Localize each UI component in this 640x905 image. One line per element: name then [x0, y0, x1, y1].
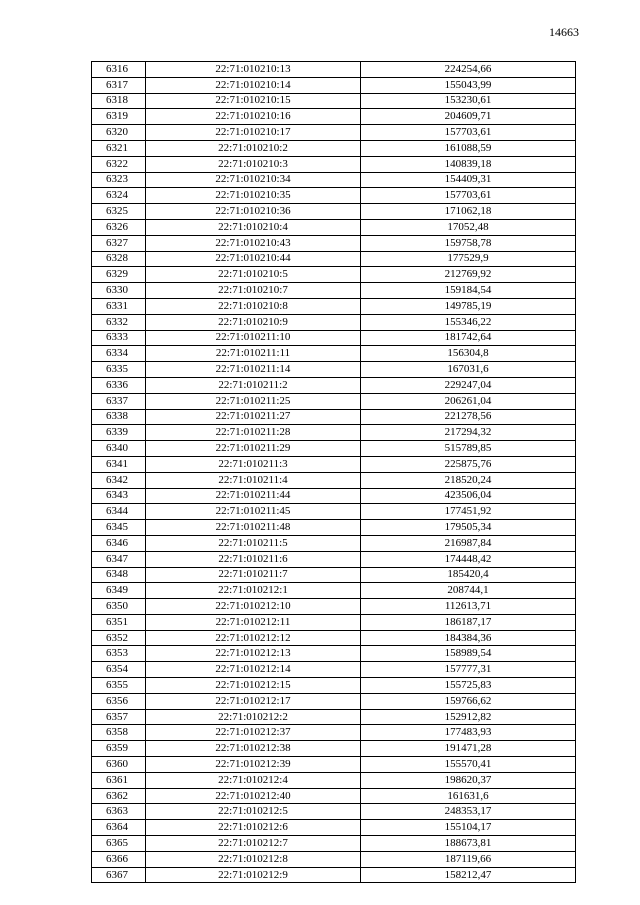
table-row: [92, 283, 576, 299]
cadastral-value-cell: 177483,93: [361, 725, 576, 741]
table-row: [92, 393, 576, 409]
row-number-cell: 6321: [92, 140, 146, 156]
table-row: [92, 693, 576, 709]
row-number-cell: 6365: [92, 836, 146, 852]
cadastral-number-cell: 22:71:010212:7: [146, 836, 361, 852]
row-number-cell: 6342: [92, 472, 146, 488]
table-row: [92, 93, 576, 109]
cadastral-number-cell: 22:71:010212:17: [146, 693, 361, 709]
row-number-cell: 6344: [92, 504, 146, 520]
table-row: [92, 788, 576, 804]
cadastral-number-cell: 22:71:010211:25: [146, 393, 361, 409]
row-number-cell: 6336: [92, 377, 146, 393]
table-row: [92, 346, 576, 362]
row-number-cell: 6357: [92, 709, 146, 725]
cadastral-number-cell: 22:71:010210:5: [146, 267, 361, 283]
cadastral-number-cell: 22:71:010212:40: [146, 788, 361, 804]
table-row: [92, 820, 576, 836]
table-row: [92, 725, 576, 741]
table-row: [92, 535, 576, 551]
row-number-cell: 6356: [92, 693, 146, 709]
cadastral-value-cell: 229247,04: [361, 377, 576, 393]
table-row: [92, 188, 576, 204]
cadastral-value-cell: 153230,61: [361, 93, 576, 109]
cadastral-number-cell: 22:71:010211:45: [146, 504, 361, 520]
cadastral-value-cell: 515789,85: [361, 441, 576, 457]
cadastral-value-cell: 17052,48: [361, 219, 576, 235]
table-row: [92, 757, 576, 773]
row-number-cell: 6343: [92, 488, 146, 504]
row-number-cell: 6355: [92, 678, 146, 694]
table-row: [92, 836, 576, 852]
cadastral-value-cell: 177451,92: [361, 504, 576, 520]
cadastral-value-cell: 154409,31: [361, 172, 576, 188]
cadastral-number-cell: 22:71:010211:6: [146, 551, 361, 567]
cadastral-number-cell: 22:71:010210:3: [146, 156, 361, 172]
cadastral-value-cell: 159184,54: [361, 283, 576, 299]
cadastral-value-cell: 174448,42: [361, 551, 576, 567]
row-number-cell: 6332: [92, 314, 146, 330]
table-row: [92, 630, 576, 646]
cadastral-number-cell: 22:71:010212:6: [146, 820, 361, 836]
row-number-cell: 6354: [92, 662, 146, 678]
table-row: [92, 235, 576, 251]
row-number-cell: 6320: [92, 125, 146, 141]
cadastral-number-cell: 22:71:010212:2: [146, 709, 361, 725]
cadastral-number-cell: 22:71:010210:9: [146, 314, 361, 330]
cadastral-number-cell: 22:71:010210:14: [146, 77, 361, 93]
table-row: [92, 678, 576, 694]
table-row: [92, 219, 576, 235]
cadastral-number-cell: 22:71:010210:43: [146, 235, 361, 251]
table-row: [92, 567, 576, 583]
row-number-cell: 6331: [92, 298, 146, 314]
row-number-cell: 6366: [92, 851, 146, 867]
row-number-cell: 6323: [92, 172, 146, 188]
cadastral-value-cell: 159758,78: [361, 235, 576, 251]
cadastral-value-cell: 204609,71: [361, 109, 576, 125]
cadastral-value-cell: 152912,82: [361, 709, 576, 725]
table-row: [92, 172, 576, 188]
cadastral-number-cell: 22:71:010212:38: [146, 741, 361, 757]
cadastral-number-cell: 22:71:010210:2: [146, 140, 361, 156]
row-number-cell: 6333: [92, 330, 146, 346]
row-number-cell: 6351: [92, 614, 146, 630]
row-number-cell: 6338: [92, 409, 146, 425]
cadastral-value-cell: 161088,59: [361, 140, 576, 156]
cadastral-value-cell: 208744,1: [361, 583, 576, 599]
table-row: [92, 472, 576, 488]
cadastral-value-cell: 155104,17: [361, 820, 576, 836]
cadastral-number-cell: 22:71:010211:14: [146, 362, 361, 378]
cadastral-number-cell: 22:71:010211:10: [146, 330, 361, 346]
table-row: [92, 125, 576, 141]
cadastral-number-cell: 22:71:010210:4: [146, 219, 361, 235]
cadastral-number-cell: 22:71:010210:16: [146, 109, 361, 125]
table-row: [92, 251, 576, 267]
cadastral-number-cell: 22:71:010211:48: [146, 520, 361, 536]
row-number-cell: 6317: [92, 77, 146, 93]
cadastral-number-cell: 22:71:010212:37: [146, 725, 361, 741]
row-number-cell: 6358: [92, 725, 146, 741]
table-row: [92, 425, 576, 441]
table-row: [92, 441, 576, 457]
cadastral-number-cell: 22:71:010212:4: [146, 772, 361, 788]
cadastral-number-cell: 22:71:010211:44: [146, 488, 361, 504]
cadastral-number-cell: 22:71:010210:17: [146, 125, 361, 141]
cadastral-value-cell: 140839,18: [361, 156, 576, 172]
row-number-cell: 6359: [92, 741, 146, 757]
row-number-cell: 6348: [92, 567, 146, 583]
cadastral-value-cell: 186187,17: [361, 614, 576, 630]
cadastral-number-cell: 22:71:010212:1: [146, 583, 361, 599]
row-number-cell: 6345: [92, 520, 146, 536]
table-row: [92, 314, 576, 330]
table-row: [92, 804, 576, 820]
row-number-cell: 6316: [92, 62, 146, 78]
cadastral-value-cell: 157703,61: [361, 188, 576, 204]
row-number-cell: 6327: [92, 235, 146, 251]
cadastral-value-cell: 112613,71: [361, 599, 576, 615]
cadastral-value-cell: 188673,81: [361, 836, 576, 852]
cadastral-number-cell: 22:71:010210:36: [146, 204, 361, 220]
cadastral-value-cell: 187119,66: [361, 851, 576, 867]
row-number-cell: 6334: [92, 346, 146, 362]
cadastral-number-cell: 22:71:010211:28: [146, 425, 361, 441]
cadastral-value-cell: 155725,83: [361, 678, 576, 694]
table-row: [92, 109, 576, 125]
table-row: [92, 298, 576, 314]
row-number-cell: 6328: [92, 251, 146, 267]
cadastral-number-cell: 22:71:010212:5: [146, 804, 361, 820]
cadastral-value-cell: 158212,47: [361, 867, 576, 883]
row-number-cell: 6352: [92, 630, 146, 646]
cadastral-number-cell: 22:71:010210:35: [146, 188, 361, 204]
cadastral-value-cell: 198620,37: [361, 772, 576, 788]
cadastral-number-cell: 22:71:010210:13: [146, 62, 361, 78]
cadastral-number-cell: 22:71:010210:8: [146, 298, 361, 314]
table-row: [92, 504, 576, 520]
table-row: [92, 867, 576, 883]
cadastral-value-cell: 181742,64: [361, 330, 576, 346]
row-number-cell: 6326: [92, 219, 146, 235]
cadastral-value-cell: 423506,04: [361, 488, 576, 504]
row-number-cell: 6337: [92, 393, 146, 409]
cadastral-value-cell: 171062,18: [361, 204, 576, 220]
cadastral-value-cell: 158989,54: [361, 646, 576, 662]
cadastral-value-cell: 177529,9: [361, 251, 576, 267]
cadastral-number-cell: 22:71:010212:39: [146, 757, 361, 773]
cadastral-number-cell: 22:71:010212:13: [146, 646, 361, 662]
cadastral-value-cell: 161631,6: [361, 788, 576, 804]
cadastral-value-cell: 167031,6: [361, 362, 576, 378]
cadastral-number-cell: 22:71:010212:9: [146, 867, 361, 883]
cadastral-number-cell: 22:71:010211:4: [146, 472, 361, 488]
table-row: [92, 772, 576, 788]
cadastral-number-cell: 22:71:010210:7: [146, 283, 361, 299]
cadastral-number-cell: 22:71:010211:3: [146, 456, 361, 472]
cadastral-number-cell: 22:71:010211:27: [146, 409, 361, 425]
cadastral-value-cell: 149785,19: [361, 298, 576, 314]
table-row: [92, 267, 576, 283]
cadastral-value-cell: 218520,24: [361, 472, 576, 488]
row-number-cell: 6346: [92, 535, 146, 551]
row-number-cell: 6367: [92, 867, 146, 883]
table-row: [92, 551, 576, 567]
table-row: [92, 488, 576, 504]
cadastral-value-cell: 191471,28: [361, 741, 576, 757]
cadastral-value-cell: 206261,04: [361, 393, 576, 409]
row-number-cell: 6324: [92, 188, 146, 204]
cadastral-number-cell: 22:71:010212:8: [146, 851, 361, 867]
cadastral-number-cell: 22:71:010210:34: [146, 172, 361, 188]
table-row: [92, 204, 576, 220]
cadastral-number-cell: 22:71:010211:29: [146, 441, 361, 457]
table-row: [92, 709, 576, 725]
cadastral-number-cell: 22:71:010210:44: [146, 251, 361, 267]
row-number-cell: 6364: [92, 820, 146, 836]
row-number-cell: 6319: [92, 109, 146, 125]
cadastral-value-cell: 216987,84: [361, 535, 576, 551]
row-number-cell: 6349: [92, 583, 146, 599]
table-body: [92, 62, 576, 883]
row-number-cell: 6330: [92, 283, 146, 299]
cadastral-number-cell: 22:71:010210:15: [146, 93, 361, 109]
table-row: [92, 377, 576, 393]
table-row: [92, 646, 576, 662]
cadastral-number-cell: 22:71:010212:14: [146, 662, 361, 678]
cadastral-number-cell: 22:71:010211:11: [146, 346, 361, 362]
table-row: [92, 77, 576, 93]
cadastral-value-cell: 155043,99: [361, 77, 576, 93]
cadastral-value-cell: 224254,66: [361, 62, 576, 78]
cadastral-value-cell: 248353,17: [361, 804, 576, 820]
page-number: 14663: [549, 25, 579, 39]
table-row: [92, 583, 576, 599]
row-number-cell: 6363: [92, 804, 146, 820]
cadastral-value-cell: 157777,31: [361, 662, 576, 678]
cadastral-value-cell: 184384,36: [361, 630, 576, 646]
cadastral-value-cell: 156304,8: [361, 346, 576, 362]
cadastral-value-cell: 159766,62: [361, 693, 576, 709]
cadastral-value-cell: 179505,34: [361, 520, 576, 536]
table-row: [92, 62, 576, 78]
cadastral-number-cell: 22:71:010212:10: [146, 599, 361, 615]
row-number-cell: 6322: [92, 156, 146, 172]
row-number-cell: 6329: [92, 267, 146, 283]
cadastral-value-cell: 155570,41: [361, 757, 576, 773]
row-number-cell: 6347: [92, 551, 146, 567]
row-number-cell: 6335: [92, 362, 146, 378]
row-number-cell: 6340: [92, 441, 146, 457]
table-row: [92, 456, 576, 472]
table-row: [92, 662, 576, 678]
cadastral-value-cell: 221278,56: [361, 409, 576, 425]
cadastral-value-table: [91, 61, 576, 883]
row-number-cell: 6360: [92, 757, 146, 773]
cadastral-number-cell: 22:71:010212:11: [146, 614, 361, 630]
table-row: [92, 409, 576, 425]
cadastral-value-cell: 185420,4: [361, 567, 576, 583]
cadastral-value-cell: 157703,61: [361, 125, 576, 141]
table-row: [92, 851, 576, 867]
cadastral-number-cell: 22:71:010211:5: [146, 535, 361, 551]
table-row: [92, 614, 576, 630]
row-number-cell: 6362: [92, 788, 146, 804]
cadastral-value-cell: 155346,22: [361, 314, 576, 330]
table-row: [92, 330, 576, 346]
row-number-cell: 6361: [92, 772, 146, 788]
row-number-cell: 6350: [92, 599, 146, 615]
table-row: [92, 362, 576, 378]
cadastral-value-cell: 217294,32: [361, 425, 576, 441]
row-number-cell: 6339: [92, 425, 146, 441]
cadastral-value-cell: 212769,92: [361, 267, 576, 283]
cadastral-number-cell: 22:71:010211:2: [146, 377, 361, 393]
row-number-cell: 6318: [92, 93, 146, 109]
table-row: [92, 156, 576, 172]
cadastral-value-cell: 225875,76: [361, 456, 576, 472]
table-row: [92, 520, 576, 536]
cadastral-number-cell: 22:71:010211:7: [146, 567, 361, 583]
cadastral-number-cell: 22:71:010212:15: [146, 678, 361, 694]
row-number-cell: 6341: [92, 456, 146, 472]
table-row: [92, 599, 576, 615]
table-row: [92, 140, 576, 156]
row-number-cell: 6353: [92, 646, 146, 662]
table-row: [92, 741, 576, 757]
cadastral-number-cell: 22:71:010212:12: [146, 630, 361, 646]
row-number-cell: 6325: [92, 204, 146, 220]
